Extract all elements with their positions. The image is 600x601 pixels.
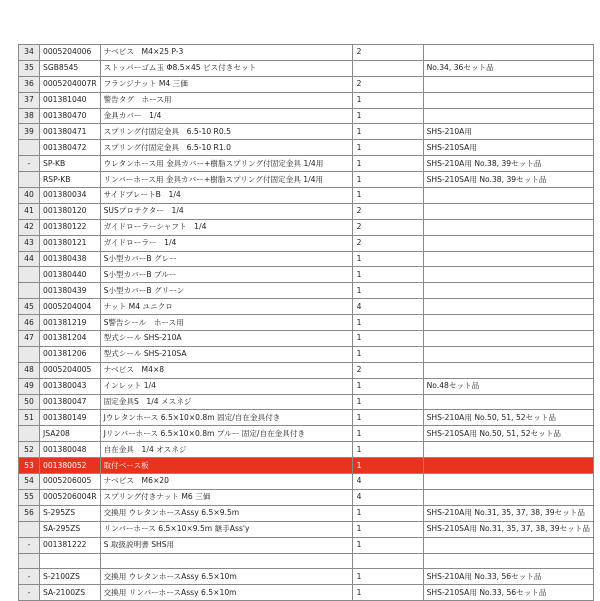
part-code-cell: 001380122 bbox=[40, 219, 101, 235]
part-code-cell: 001380048 bbox=[40, 442, 101, 458]
note-cell: SHS-210A用 No.33, 56セット品 bbox=[423, 569, 593, 585]
table-row bbox=[19, 235, 594, 251]
part-code-cell: S-295ZS bbox=[40, 505, 101, 521]
part-code-cell: 0005204004 bbox=[40, 299, 101, 315]
table-row bbox=[19, 489, 594, 505]
quantity-cell: 1 bbox=[352, 92, 423, 108]
note-cell: SHS-210A用 bbox=[423, 124, 593, 140]
note-cell bbox=[423, 474, 593, 490]
part-name-cell: S警告シール ホース用 bbox=[100, 315, 352, 331]
part-name-cell: ガイドローラーシャフト 1/4 bbox=[100, 219, 352, 235]
quantity-cell: 1 bbox=[352, 108, 423, 124]
part-name-cell: 取付ベース板 bbox=[100, 458, 352, 474]
part-name-cell: リンバーホース用 金具カバー+樹脂スプリング付固定金具 1/4用 bbox=[100, 172, 352, 188]
part-name-cell: ガイドローラー 1/4 bbox=[100, 235, 352, 251]
part-name-cell bbox=[100, 553, 352, 569]
quantity-cell: 2 bbox=[352, 235, 423, 251]
part-code-cell: 001380121 bbox=[40, 235, 101, 251]
note-cell bbox=[423, 235, 593, 251]
quantity-cell: 1 bbox=[352, 283, 423, 299]
part-name-cell: 固定金具S 1/4 メスネジ bbox=[100, 394, 352, 410]
note-cell bbox=[423, 553, 593, 569]
part-name-cell: ナベビス M6×20 bbox=[100, 474, 352, 490]
note-cell bbox=[423, 394, 593, 410]
part-code-cell: SGB8545 bbox=[40, 60, 101, 76]
row-number-cell: 52 bbox=[19, 442, 40, 458]
part-code-cell: 001381204 bbox=[40, 331, 101, 347]
note-cell bbox=[423, 203, 593, 219]
note-cell bbox=[423, 489, 593, 505]
part-code-cell: 001380043 bbox=[40, 378, 101, 394]
quantity-cell: 1 bbox=[352, 426, 423, 442]
row-number-cell: 41 bbox=[19, 203, 40, 219]
note-cell bbox=[423, 537, 593, 553]
row-number-cell bbox=[19, 172, 40, 188]
table-row bbox=[19, 378, 594, 394]
part-code-cell bbox=[40, 553, 101, 569]
part-code-cell: 001380472 bbox=[40, 140, 101, 156]
quantity-cell: 4 bbox=[352, 474, 423, 490]
row-number-cell: 49 bbox=[19, 378, 40, 394]
quantity-cell: 1 bbox=[352, 569, 423, 585]
note-cell bbox=[423, 362, 593, 378]
note-cell bbox=[423, 442, 593, 458]
row-number-cell: 44 bbox=[19, 251, 40, 267]
table-row bbox=[19, 521, 594, 537]
table-row bbox=[19, 92, 594, 108]
row-number-cell: 39 bbox=[19, 124, 40, 140]
table-row bbox=[19, 537, 594, 553]
note-cell: SHS-210A用 No.50, 51, 52セット品 bbox=[423, 410, 593, 426]
part-name-cell: ストッパーゴム玉 Φ8.5×45 ビス付きセット bbox=[100, 60, 352, 76]
table-row bbox=[19, 267, 594, 283]
row-number-cell: - bbox=[19, 569, 40, 585]
quantity-cell: 1 bbox=[352, 521, 423, 537]
part-code-cell: 001380149 bbox=[40, 410, 101, 426]
part-name-cell: 交換用 ウレタンホースAssy 6.5×10m bbox=[100, 569, 352, 585]
part-code-cell: 001380470 bbox=[40, 108, 101, 124]
table-row bbox=[19, 394, 594, 410]
row-number-cell: 47 bbox=[19, 331, 40, 347]
part-code-cell: 001381206 bbox=[40, 346, 101, 362]
quantity-cell bbox=[352, 60, 423, 76]
quantity-cell: 1 bbox=[352, 394, 423, 410]
quantity-cell: 1 bbox=[352, 378, 423, 394]
row-number-cell: 53 bbox=[19, 458, 40, 474]
row-number-cell bbox=[19, 283, 40, 299]
part-code-cell: 001380034 bbox=[40, 188, 101, 204]
note-cell: No.34, 36セット品 bbox=[423, 60, 593, 76]
part-name-cell: Jリンバーホース 6.5×10×0.8m ブルー 固定/自在金具付き bbox=[100, 426, 352, 442]
part-code-cell: 001380439 bbox=[40, 283, 101, 299]
part-code-cell: 0005206005 bbox=[40, 474, 101, 490]
note-cell bbox=[423, 458, 593, 474]
parts-table-body bbox=[19, 45, 594, 601]
note-cell: SHS-210SA用 No.50, 51, 52セット品 bbox=[423, 426, 593, 442]
parts-table bbox=[18, 44, 594, 601]
note-cell bbox=[423, 45, 593, 61]
quantity-cell: 1 bbox=[352, 537, 423, 553]
table-row bbox=[19, 140, 594, 156]
row-number-cell: - bbox=[19, 585, 40, 601]
table-row bbox=[19, 203, 594, 219]
part-name-cell: 交換用 ウレタンホースAssy 6.5×9.5m bbox=[100, 505, 352, 521]
table-row bbox=[19, 585, 594, 601]
part-code-cell: 001381040 bbox=[40, 92, 101, 108]
part-name-cell: 型式シール SHS-210SA bbox=[100, 346, 352, 362]
table-row bbox=[19, 124, 594, 140]
table-row bbox=[19, 331, 594, 347]
part-code-cell: RSP-KB bbox=[40, 172, 101, 188]
part-code-cell: SA-295ZS bbox=[40, 521, 101, 537]
quantity-cell: 4 bbox=[352, 489, 423, 505]
note-cell: SHS-210A用 No.38, 39セット品 bbox=[423, 156, 593, 172]
note-cell bbox=[423, 251, 593, 267]
table-row bbox=[19, 60, 594, 76]
table-row bbox=[19, 219, 594, 235]
part-code-cell: 0005204006 bbox=[40, 45, 101, 61]
table-row bbox=[19, 188, 594, 204]
quantity-cell: 2 bbox=[352, 45, 423, 61]
part-code-cell: 001381222 bbox=[40, 537, 101, 553]
quantity-cell: 2 bbox=[352, 76, 423, 92]
note-cell bbox=[423, 267, 593, 283]
part-name-cell: 金具カバー 1/4 bbox=[100, 108, 352, 124]
part-name-cell: リンバーホース 6.5×10×9.5m 継手Ass'y bbox=[100, 521, 352, 537]
note-cell: SHS-210SA用 No.31, 35, 37, 38, 39セット品 bbox=[423, 521, 593, 537]
quantity-cell: 1 bbox=[352, 251, 423, 267]
part-name-cell: スプリング付固定金具 6.5-10 R1.0 bbox=[100, 140, 352, 156]
part-name-cell: 自在金具 1/4 オスネジ bbox=[100, 442, 352, 458]
part-name-cell: インレット 1/4 bbox=[100, 378, 352, 394]
part-code-cell: 001380047 bbox=[40, 394, 101, 410]
row-number-cell: 40 bbox=[19, 188, 40, 204]
table-row bbox=[19, 553, 594, 569]
note-cell bbox=[423, 92, 593, 108]
part-code-cell: SA-2100ZS bbox=[40, 585, 101, 601]
table-row bbox=[19, 569, 594, 585]
quantity-cell: 1 bbox=[352, 172, 423, 188]
quantity-cell: 1 bbox=[352, 315, 423, 331]
table-row bbox=[19, 172, 594, 188]
table-row bbox=[19, 283, 594, 299]
row-number-cell: 50 bbox=[19, 394, 40, 410]
part-code-cell: 001380471 bbox=[40, 124, 101, 140]
part-code-cell: 0005204007R bbox=[40, 76, 101, 92]
note-cell: SHS-210SA用 No.33, 56セット品 bbox=[423, 585, 593, 601]
part-code-cell: 0005206004R bbox=[40, 489, 101, 505]
note-cell bbox=[423, 283, 593, 299]
part-code-cell: 001380438 bbox=[40, 251, 101, 267]
part-name-cell: サイドプレートB 1/4 bbox=[100, 188, 352, 204]
note-cell bbox=[423, 188, 593, 204]
row-number-cell bbox=[19, 521, 40, 537]
note-cell bbox=[423, 315, 593, 331]
row-number-cell: 56 bbox=[19, 505, 40, 521]
table-row bbox=[19, 45, 594, 61]
part-name-cell: スプリング付きナット M6 三価 bbox=[100, 489, 352, 505]
quantity-cell: 1 bbox=[352, 188, 423, 204]
note-cell: SHS-210SA用 bbox=[423, 140, 593, 156]
quantity-cell: 1 bbox=[352, 267, 423, 283]
quantity-cell: 1 bbox=[352, 156, 423, 172]
part-code-cell: SP-KB bbox=[40, 156, 101, 172]
table-row bbox=[19, 76, 594, 92]
row-number-cell bbox=[19, 346, 40, 362]
note-cell: No.48セット品 bbox=[423, 378, 593, 394]
part-name-cell: SUSプロテクター 1/4 bbox=[100, 203, 352, 219]
part-name-cell: ナベビス M4×8 bbox=[100, 362, 352, 378]
row-number-cell: 36 bbox=[19, 76, 40, 92]
row-number-cell: - bbox=[19, 156, 40, 172]
table-row bbox=[19, 251, 594, 267]
table-row bbox=[19, 299, 594, 315]
quantity-cell: 1 bbox=[352, 442, 423, 458]
part-name-cell: スプリング付固定金具 6.5-10 R0.5 bbox=[100, 124, 352, 140]
quantity-cell: 1 bbox=[352, 346, 423, 362]
part-name-cell: 型式シール SHS-210A bbox=[100, 331, 352, 347]
part-code-cell: 001381219 bbox=[40, 315, 101, 331]
part-name-cell: S 取扱説明書 SHS用 bbox=[100, 537, 352, 553]
note-cell: SHS-210A用 No.31, 35, 37, 38, 39セット品 bbox=[423, 505, 593, 521]
part-code-cell: 001380440 bbox=[40, 267, 101, 283]
part-code-cell: S-2100ZS bbox=[40, 569, 101, 585]
quantity-cell: 1 bbox=[352, 410, 423, 426]
table-row bbox=[19, 426, 594, 442]
table-row bbox=[19, 442, 594, 458]
quantity-cell: 2 bbox=[352, 203, 423, 219]
part-name-cell: ナベビス M4×25 P-3 bbox=[100, 45, 352, 61]
part-code-cell: 0005204005 bbox=[40, 362, 101, 378]
row-number-cell bbox=[19, 267, 40, 283]
row-number-cell bbox=[19, 426, 40, 442]
part-name-cell: 交換用 リンバーホースAssy 6.5×10m bbox=[100, 585, 352, 601]
note-cell bbox=[423, 299, 593, 315]
table-row bbox=[19, 505, 594, 521]
table-row bbox=[19, 362, 594, 378]
row-number-cell: 42 bbox=[19, 219, 40, 235]
note-cell bbox=[423, 346, 593, 362]
part-name-cell: フランジナット M4 三価 bbox=[100, 76, 352, 92]
row-number-cell: 45 bbox=[19, 299, 40, 315]
table-row bbox=[19, 315, 594, 331]
note-cell bbox=[423, 219, 593, 235]
row-number-cell: 55 bbox=[19, 489, 40, 505]
row-number-cell bbox=[19, 140, 40, 156]
part-name-cell: ウレタンホース用 金具カバー+樹脂スプリング付固定金具 1/4用 bbox=[100, 156, 352, 172]
row-number-cell: - bbox=[19, 537, 40, 553]
part-name-cell: S小型カバーB グレー bbox=[100, 251, 352, 267]
row-number-cell: 48 bbox=[19, 362, 40, 378]
row-number-cell: 37 bbox=[19, 92, 40, 108]
table-row bbox=[19, 474, 594, 490]
row-number-cell: 54 bbox=[19, 474, 40, 490]
part-name-cell: ナット M4 ユニクロ bbox=[100, 299, 352, 315]
quantity-cell: 1 bbox=[352, 140, 423, 156]
table-row bbox=[19, 156, 594, 172]
part-code-cell: 001380052 bbox=[40, 458, 101, 474]
row-number-cell: 34 bbox=[19, 45, 40, 61]
quantity-cell: 1 bbox=[352, 458, 423, 474]
row-number-cell bbox=[19, 553, 40, 569]
part-name-cell: 警告タグ ホース用 bbox=[100, 92, 352, 108]
quantity-cell: 2 bbox=[352, 362, 423, 378]
part-code-cell: 001380120 bbox=[40, 203, 101, 219]
quantity-cell: 1 bbox=[352, 331, 423, 347]
row-number-cell: 43 bbox=[19, 235, 40, 251]
part-name-cell: S小型カバーB ブルー bbox=[100, 267, 352, 283]
table-row bbox=[19, 346, 594, 362]
part-name-cell: Jウレタンホース 6.5×10×0.8m 固定/自在金具付き bbox=[100, 410, 352, 426]
note-cell bbox=[423, 76, 593, 92]
table-row bbox=[19, 108, 594, 124]
quantity-cell: 1 bbox=[352, 124, 423, 140]
quantity-cell: 1 bbox=[352, 585, 423, 601]
row-number-cell: 35 bbox=[19, 60, 40, 76]
row-number-cell: 51 bbox=[19, 410, 40, 426]
quantity-cell: 4 bbox=[352, 299, 423, 315]
quantity-cell: 2 bbox=[352, 219, 423, 235]
quantity-cell: 1 bbox=[352, 505, 423, 521]
note-cell bbox=[423, 108, 593, 124]
row-number-cell: 38 bbox=[19, 108, 40, 124]
part-code-cell: JSA208 bbox=[40, 426, 101, 442]
table-row-highlighted bbox=[19, 458, 594, 474]
table-row bbox=[19, 410, 594, 426]
note-cell bbox=[423, 331, 593, 347]
part-name-cell: S小型カバーB グリーン bbox=[100, 283, 352, 299]
quantity-cell bbox=[352, 553, 423, 569]
row-number-cell: 46 bbox=[19, 315, 40, 331]
note-cell: SHS-210SA用 No.38, 39セット品 bbox=[423, 172, 593, 188]
